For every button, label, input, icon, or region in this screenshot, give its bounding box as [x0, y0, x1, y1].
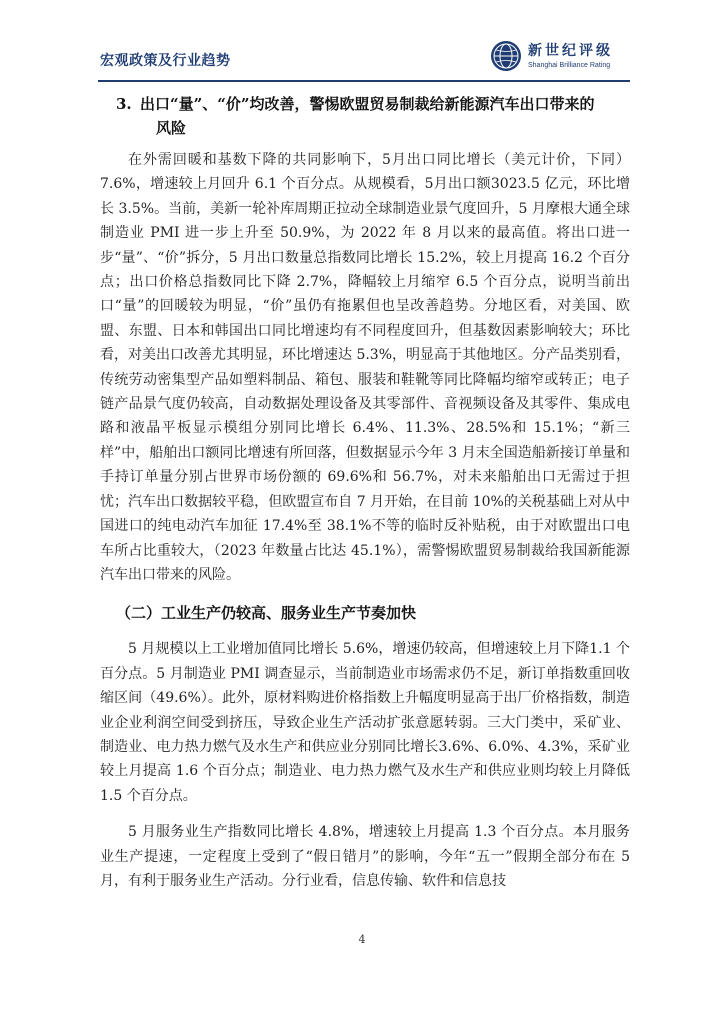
section-3-paragraph: 在外需回暖和基数下降的共同影响下，5月出口同比增长（美元计价，下同）7.6%，增速较上月回升 6.1 个百分点。从规模看，5月出口额3023.5 亿元，环比增长 3.5%。当前，美新一轮补库周期正拉动全球制造业景气度回升，5 月摩根大通全球制造业 PMI 进一步上升至 50.9%，为 2022 年 8 月以来的最高值。将出口进一步“量”、“价”拆分，5 月出口数量总指数同比增长 15.2%，较上月提高 16.2 个百分点；出口价格总指数同比下降 2.7%，降幅较上月缩窄 6.5 个百分点，说明当前出口“量”的回暖较为明显，“价”虽仍有拖累但也呈改善趋势。分地区看，对美国、欧盟、东盟、日本和韩国出口同比增速均有不同程度回升，但基数因素影响较大；环比看，对美出口改善尤其明显，环比增速达 5.3%，明显高于其他地区。分产品类别看，传统劳动密集型产品如塑料制品、箱包、服装和鞋靴等同比降幅均缩窄或转正；电子链产品景气度仍较高，自动数据处理设备及其零部件、音视频设备及其零件、集成电路和液晶平板显示模组分别同比增长 6.4%、11.3%、28.5%和 15.1%；“新三样”中，船舶出口额同比增速有所回落，但数据显示今年 3 月末全国造船新接订单量和手持订单量分别占世界市场份额的 69.6%和 56.7%，对未来船舶出口无需过于担忧；汽车出口数据较平稳，但欧盟宣布自 7 月开始，在目前 10%的关税基础上对从中国进口的纯电动汽车加征 17.4%至 38.1%不等的临时反补贴税，由于对欧盟出口电车所占比重较大，（2023 年数量占比达 45.1%），需警惕欧盟贸易制裁给我国新能源汽车出口带来的风险。 — [100, 152, 631, 583]
page-header — [0, 0, 724, 90]
logo-text-en: Shanghai Brilliance Rating — [528, 62, 611, 69]
header-divider — [98, 80, 630, 82]
section-3-title-line2: 风险 — [156, 119, 187, 137]
document-body — [100, 92, 630, 893]
section-2-heading: （二）工业生产仍较高、服务业生产节奏加快 — [116, 604, 417, 623]
section-2-paragraph-2: 5 月服务业生产指数同比增长 4.8%，增速较上月提高 1.3 个百分点。本月服务业生产提速，一定程度上受到了“假日错月”的影响，今年“五一”假期全部分布在 5 月，有利于服务业生产活动。分行业看，信息传输、软件和信息技 — [100, 824, 630, 889]
section-2-paragraph-1: 5 月规模以上工业增加值同比增长 5.6%，增速仍较高，但增速较上月下降1.1 个百分点。5 月制造业 PMI 调查显示，当前制造业市场需求仍不足，新订单指数重回收缩区间（49.6%）。此外，原材料购进价格指数上升幅度明显高于出厂价格指数，制造业企业利润空间受到挤压，导致企业生产活动扩张意愿转弱。三大门类中，采矿业、制造业、电力热力燃气及水生产和供应业分别同比增长3.6%、6.0%、4.3%，采矿业较上月提高 1.6 个百分点；制造业、电力热力燃气及水生产和供应业则均较上月降低 1.5 个百分点。 — [100, 641, 630, 804]
section-3-heading — [100, 92, 630, 140]
header-title: 宏观政策及行业趋势 — [100, 53, 231, 69]
logo-emblem-icon — [490, 40, 522, 72]
page-number: 4 — [358, 933, 366, 946]
section-3-number: 3. — [116, 95, 132, 113]
section-3-title-line1: 出口“量”、“价”均改善，警惕欧盟贸易制裁给新能源汽车出口带来的 — [140, 95, 595, 113]
company-logo — [490, 40, 630, 80]
logo-text-cn: 新世纪评级 — [528, 43, 613, 59]
